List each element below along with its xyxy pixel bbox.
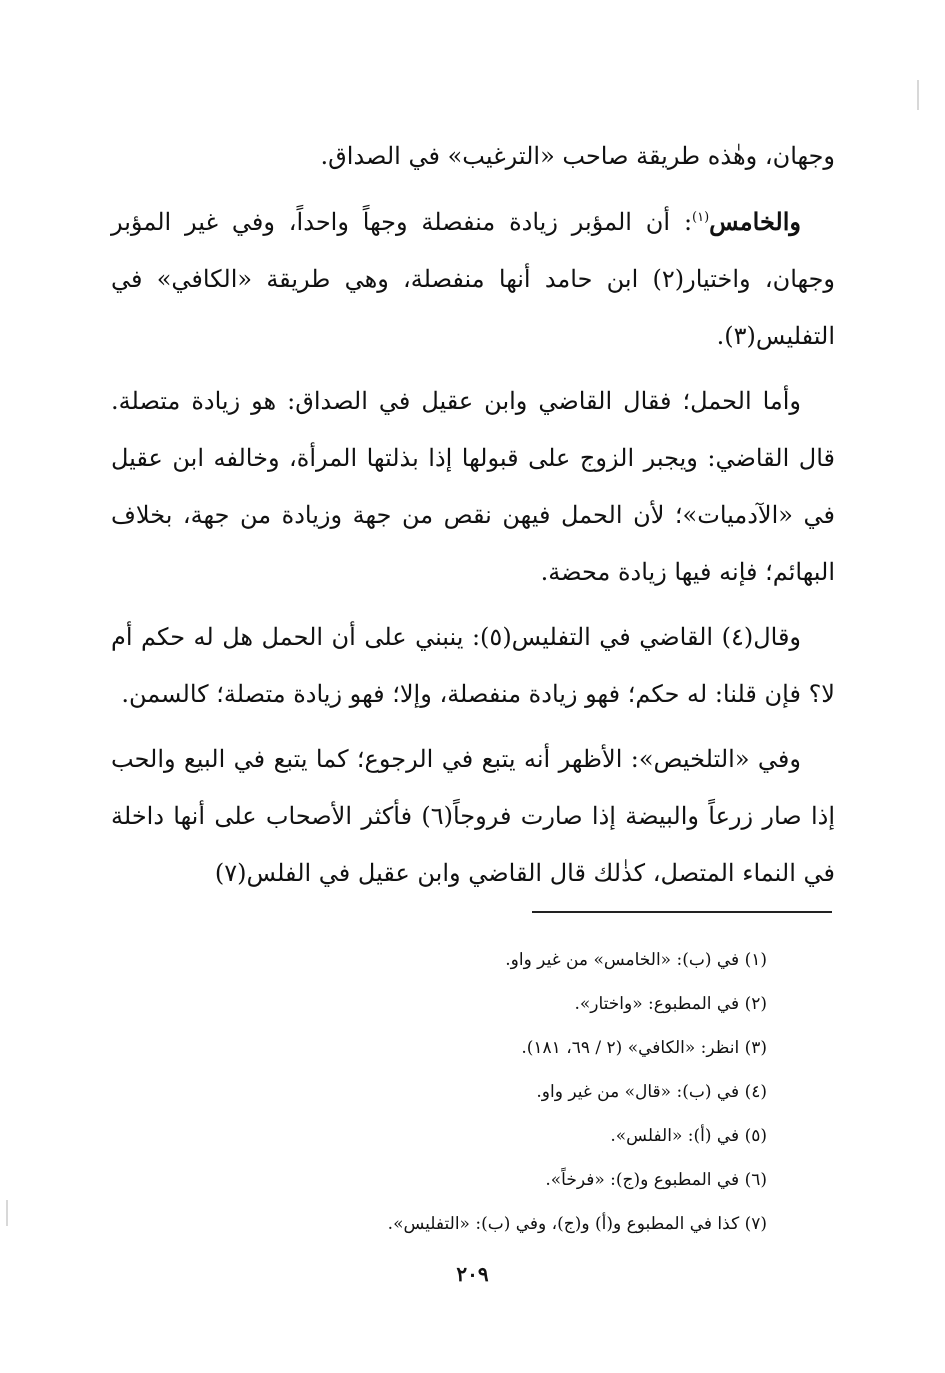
footnote-item: (٢) في المطبوع: «واختار».	[574, 994, 767, 1014]
paragraph	[111, 609, 835, 723]
footnotes	[207, 938, 767, 1246]
paragraph-lead: والخامس	[709, 207, 801, 236]
page-number: ٢٠٩	[456, 1262, 489, 1286]
footnote-item: (١) في (ب): «الخامس» من غير واو.	[505, 950, 767, 970]
paragraph	[111, 128, 835, 185]
main-text	[111, 128, 835, 910]
footnote-separator	[532, 911, 832, 913]
paragraph-text: وقال(٤) القاضي في التفليس(٥): ينبني على أن الحمل هل له حكم أم لا؟ فإن قلنا: له حكم؛ فهو زيادة منفصلة، وإلا؛ فهو زيادة متصلة؛ كالسمن.	[111, 623, 835, 708]
paragraph-text: وفي «التلخيص»: الأظهر أنه يتبع في الرجوع؛ كما يتبع في البيع والحب إذا صار زرعاً والبيضة إذا صارت فروجاً(٦) فأكثر الأصحاب على أنها داخلة في النماء المتصل، كذٰلك قال القاضي وابن عقيل في الفلس(٧)	[111, 745, 835, 887]
paragraph	[111, 373, 835, 601]
scan-edge-mark	[6, 1200, 8, 1226]
footnote-item: (٧) كذا في المطبوع و(أ) و(ج)، وفي (ب): «التفليس».	[387, 1214, 767, 1234]
footnote-item: (٥) في (أ): «الفلس».	[610, 1126, 767, 1146]
footnote-item: (٣) انظر: «الكافي» (٢ / ٦٩، ١٨١).	[521, 1038, 767, 1058]
paragraph-text: وجهان، وهٰذه طريقة صاحب «الترغيب» في الصداق.	[320, 142, 835, 170]
footnote-item: (٤) في (ب): «قال» من غير واو.	[536, 1082, 767, 1102]
paragraph-text: وأما الحمل؛ فقال القاضي وابن عقيل في الصداق: هو زيادة متصلة. قال القاضي: ويجبر الزوج على قبولها إذا بذلتها المرأة، وخالفه ابن عقيل في «الآدميات»؛ لأن الحمل فيهن نقص من جهة وزيادة من جهة، بخلاف البهائم؛ فإنه فيها زيادة محضة.	[111, 387, 835, 586]
paragraph	[111, 731, 835, 902]
paragraph	[111, 193, 835, 365]
scan-edge-mark	[917, 80, 919, 110]
footnote-item: (٦) في المطبوع و(ج): «فرخاً».	[545, 1170, 767, 1190]
paragraph-text: : أن المؤبر زيادة منفصلة وجهاً واحداً، وفي غير المؤبر وجهان، واختيار(٢) ابن حامد أنها منفصلة، وهي طريقة «الكافي» في التفليس(٣).	[111, 208, 835, 350]
footnote-marker: (١)	[692, 210, 710, 225]
